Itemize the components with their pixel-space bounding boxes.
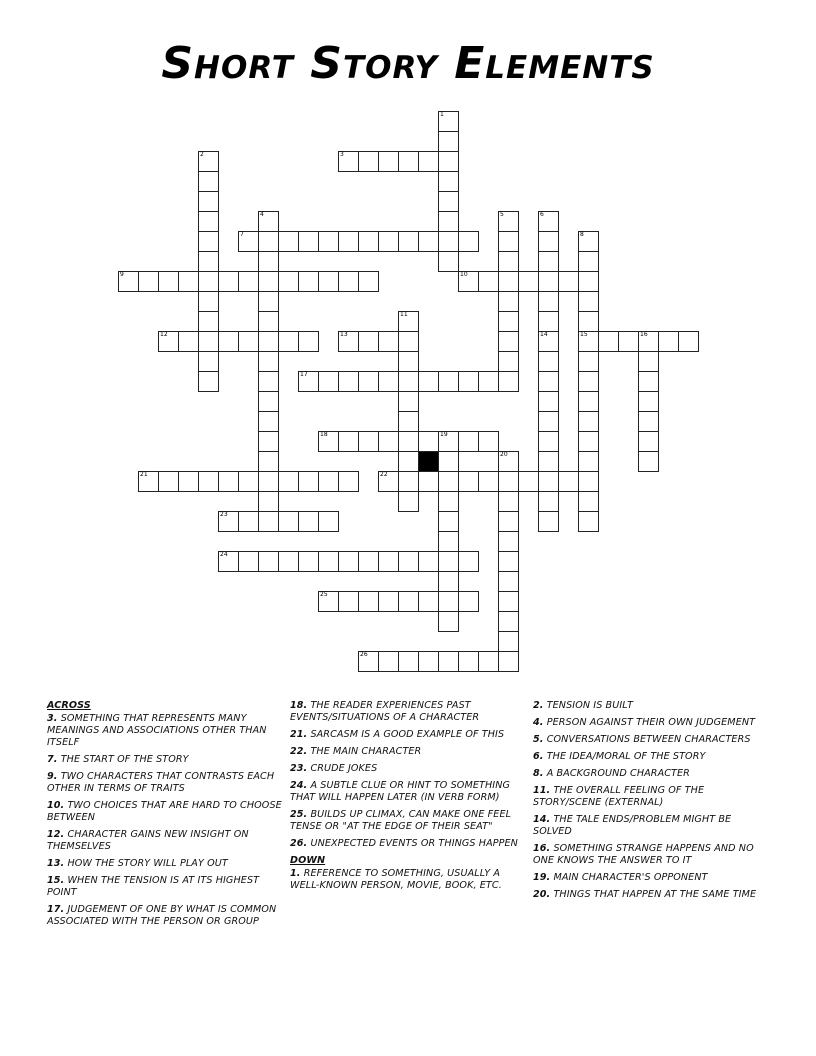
grid-cell[interactable] bbox=[198, 331, 219, 352]
grid-cell[interactable] bbox=[438, 471, 459, 492]
grid-cell[interactable] bbox=[258, 431, 279, 452]
clue-across-25: 25. BUILDS UP CLIMAX, CAN MAKE ONE FEEL TENSE OR "AT THE EDGE OF THEIR SEAT" bbox=[290, 809, 512, 832]
grid-cell[interactable] bbox=[498, 551, 519, 572]
clue-number: 19 bbox=[440, 431, 448, 438]
grid-cell[interactable] bbox=[278, 271, 299, 292]
grid-cell[interactable] bbox=[578, 251, 599, 272]
grid-cell[interactable] bbox=[398, 471, 419, 492]
grid-cell[interactable] bbox=[358, 151, 379, 172]
clue-number: 16 bbox=[640, 331, 648, 338]
grid-cell[interactable] bbox=[538, 491, 559, 512]
grid-cell[interactable] bbox=[258, 391, 279, 412]
clue-number: 15 bbox=[580, 331, 588, 338]
grid-cell[interactable] bbox=[278, 231, 299, 252]
grid-cell[interactable] bbox=[258, 251, 279, 272]
grid-cell[interactable] bbox=[458, 431, 479, 452]
grid-cell[interactable] bbox=[338, 231, 359, 252]
grid-cell[interactable] bbox=[218, 471, 239, 492]
grid-cell[interactable] bbox=[158, 471, 179, 492]
grid-cell[interactable] bbox=[118, 271, 139, 292]
grid-cell[interactable] bbox=[418, 431, 439, 452]
grid-cell[interactable] bbox=[498, 651, 519, 672]
clue-number: 4 bbox=[260, 211, 264, 218]
clue-number: 18 bbox=[320, 431, 328, 438]
grid-cell[interactable] bbox=[358, 271, 379, 292]
grid-cell[interactable] bbox=[578, 411, 599, 432]
grid-cell[interactable] bbox=[438, 531, 459, 552]
grid-cell[interactable] bbox=[478, 271, 499, 292]
grid-cell[interactable] bbox=[338, 331, 359, 352]
grid-cell[interactable] bbox=[538, 351, 559, 372]
grid-cell[interactable] bbox=[438, 511, 459, 532]
grid-cell[interactable] bbox=[578, 511, 599, 532]
grid-cell[interactable] bbox=[378, 551, 399, 572]
grid-cell[interactable] bbox=[578, 331, 599, 352]
grid-cell[interactable] bbox=[398, 151, 419, 172]
grid-cell[interactable] bbox=[458, 471, 479, 492]
clue-number: 12 bbox=[160, 331, 168, 338]
clues-column-2 bbox=[290, 700, 528, 897]
grid-cell[interactable] bbox=[438, 551, 459, 572]
grid-cell[interactable] bbox=[298, 231, 319, 252]
grid-cell[interactable] bbox=[438, 171, 459, 192]
grid-cell[interactable] bbox=[378, 151, 399, 172]
grid-cell[interactable] bbox=[318, 471, 339, 492]
grid-cell[interactable] bbox=[318, 551, 339, 572]
clue-across-22: 22. THE MAIN CHARACTER bbox=[290, 746, 422, 757]
grid-cell[interactable] bbox=[358, 591, 379, 612]
grid-cell[interactable] bbox=[578, 491, 599, 512]
grid-cell[interactable] bbox=[198, 191, 219, 212]
grid-cell[interactable] bbox=[138, 471, 159, 492]
page-title: Short Story Elements bbox=[161, 38, 655, 89]
grid-cell[interactable] bbox=[498, 211, 519, 232]
grid-cell[interactable] bbox=[638, 391, 659, 412]
grid-cell[interactable] bbox=[318, 271, 339, 292]
grid-cell[interactable] bbox=[618, 331, 639, 352]
grid-cell[interactable] bbox=[238, 551, 259, 572]
grid-cell[interactable] bbox=[258, 271, 279, 292]
grid-cell[interactable] bbox=[238, 331, 259, 352]
grid-cell[interactable] bbox=[498, 271, 519, 292]
grid-cell[interactable] bbox=[558, 271, 579, 292]
grid-cell[interactable] bbox=[458, 651, 479, 672]
grid-cell[interactable] bbox=[578, 351, 599, 372]
clues-column-1 bbox=[47, 700, 285, 933]
grid-cell[interactable] bbox=[278, 471, 299, 492]
clue-down-6: 6. THE IDEA/MORAL OF THE STORY bbox=[533, 751, 706, 762]
clue-number: 10 bbox=[460, 271, 468, 278]
grid-cell[interactable] bbox=[498, 471, 519, 492]
grid-cell[interactable] bbox=[178, 471, 199, 492]
clue-number: 8 bbox=[580, 231, 584, 238]
grid-cell[interactable] bbox=[198, 471, 219, 492]
grid-cell[interactable] bbox=[198, 211, 219, 232]
grid-cell[interactable] bbox=[438, 651, 459, 672]
grid-cell[interactable] bbox=[438, 431, 459, 452]
grid-cell[interactable] bbox=[438, 251, 459, 272]
grid-cell[interactable] bbox=[478, 471, 499, 492]
clue-number: 5 bbox=[500, 211, 504, 218]
grid-cell[interactable] bbox=[518, 471, 539, 492]
grid-cell[interactable] bbox=[538, 311, 559, 332]
grid-cell[interactable] bbox=[538, 231, 559, 252]
grid-cell[interactable] bbox=[498, 291, 519, 312]
clue-across-26: 26. UNEXPECTED EVENTS OR THINGS HAPPEN bbox=[290, 838, 518, 849]
grid-cell[interactable] bbox=[438, 611, 459, 632]
grid-cell[interactable] bbox=[438, 151, 459, 172]
grid-cell[interactable] bbox=[378, 231, 399, 252]
grid-cell[interactable] bbox=[338, 551, 359, 572]
grid-cell[interactable] bbox=[438, 231, 459, 252]
clue-across-12: 12. CHARACTER GAINS NEW INSIGHT ON THEMSELVES bbox=[47, 829, 249, 852]
grid-cell[interactable] bbox=[578, 311, 599, 332]
grid-cell[interactable] bbox=[298, 371, 319, 392]
grid-cell[interactable] bbox=[498, 491, 519, 512]
clue-number: 17 bbox=[300, 371, 308, 378]
grid-cell[interactable] bbox=[418, 551, 439, 572]
grid-cell[interactable] bbox=[478, 431, 499, 452]
grid-cell[interactable] bbox=[378, 431, 399, 452]
grid-cell[interactable] bbox=[258, 471, 279, 492]
grid-cell[interactable] bbox=[458, 271, 479, 292]
grid-cell[interactable] bbox=[638, 431, 659, 452]
grid-cell[interactable] bbox=[398, 331, 419, 352]
clues-column-3 bbox=[533, 700, 771, 906]
clue-number: 22 bbox=[380, 471, 388, 478]
grid-cell[interactable] bbox=[538, 411, 559, 432]
grid-cell[interactable] bbox=[378, 471, 399, 492]
clue-across-9: 9. TWO CHARACTERS THAT CONTRASTS EACH OTHER IN TERMS OF TRAITS bbox=[47, 771, 275, 794]
clue-across-15: 15. WHEN THE TENSION IS AT ITS HIGHEST POINT bbox=[47, 875, 260, 898]
grid-cell[interactable] bbox=[298, 471, 319, 492]
clue-number: 7 bbox=[240, 231, 244, 238]
grid-cell[interactable] bbox=[638, 351, 659, 372]
grid-cell[interactable] bbox=[198, 151, 219, 172]
grid-cell[interactable] bbox=[198, 311, 219, 332]
grid-cell[interactable] bbox=[358, 551, 379, 572]
grid-cell[interactable] bbox=[398, 591, 419, 612]
grid-cell[interactable] bbox=[298, 271, 319, 292]
grid-cell[interactable] bbox=[158, 271, 179, 292]
grid-cell[interactable] bbox=[418, 231, 439, 252]
grid-cell[interactable] bbox=[198, 351, 219, 372]
grid-cell[interactable] bbox=[438, 571, 459, 592]
clue-down-14: 14. THE TALE ENDS/PROBLEM MIGHT BE SOLVED bbox=[533, 814, 732, 837]
grid-cell[interactable] bbox=[438, 491, 459, 512]
grid-cell[interactable] bbox=[258, 331, 279, 352]
grid-cell[interactable] bbox=[398, 391, 419, 412]
grid-cell[interactable] bbox=[338, 431, 359, 452]
clue-down-8: 8. A BACKGROUND CHARACTER bbox=[533, 768, 690, 779]
grid-cell[interactable] bbox=[498, 251, 519, 272]
grid-cell[interactable] bbox=[358, 431, 379, 452]
grid-cell[interactable] bbox=[518, 271, 539, 292]
clue-across-24: 24. A SUBTLE CLUE OR HINT TO SOMETHING THAT WILL HAPPEN LATER (IN VERB FORM) bbox=[290, 780, 511, 803]
clue-number: 26 bbox=[360, 651, 368, 658]
grid-cell[interactable] bbox=[318, 431, 339, 452]
black-square bbox=[418, 451, 439, 472]
clue-across-17: 17. JUDGEMENT OF ONE BY WHAT IS COMMON ASSOCIATED WITH THE PERSON OR GROUP bbox=[47, 904, 277, 927]
clue-down-2: 2. TENSION IS BUILT bbox=[533, 700, 634, 711]
grid-cell[interactable] bbox=[438, 211, 459, 232]
grid-cell[interactable] bbox=[578, 431, 599, 452]
grid-cell[interactable] bbox=[358, 231, 379, 252]
grid-cell[interactable] bbox=[478, 651, 499, 672]
grid-cell[interactable] bbox=[458, 371, 479, 392]
grid-cell[interactable] bbox=[438, 451, 459, 472]
grid-cell[interactable] bbox=[258, 291, 279, 312]
grid-cell[interactable] bbox=[198, 371, 219, 392]
grid-cell[interactable] bbox=[498, 451, 519, 472]
grid-cell[interactable] bbox=[178, 331, 199, 352]
grid-cell[interactable] bbox=[438, 111, 459, 132]
across-header: ACROSS bbox=[47, 700, 91, 711]
grid-cell[interactable] bbox=[398, 491, 419, 512]
grid-cell[interactable] bbox=[418, 471, 439, 492]
grid-cell[interactable] bbox=[498, 371, 519, 392]
grid-cell[interactable] bbox=[438, 191, 459, 212]
grid-cell[interactable] bbox=[318, 231, 339, 252]
grid-cell[interactable] bbox=[678, 331, 699, 352]
grid-cell[interactable] bbox=[438, 591, 459, 612]
grid-cell[interactable] bbox=[398, 371, 419, 392]
clue-number: 14 bbox=[540, 331, 548, 338]
grid-cell[interactable] bbox=[278, 511, 299, 532]
clue-number: 25 bbox=[320, 591, 328, 598]
grid-cell[interactable] bbox=[398, 231, 419, 252]
grid-cell[interactable] bbox=[278, 551, 299, 572]
clue-number: 23 bbox=[220, 511, 228, 518]
clue-down-20: 20. THINGS THAT HAPPEN AT THE SAME TIME bbox=[533, 889, 757, 900]
grid-cell[interactable] bbox=[498, 511, 519, 532]
grid-cell[interactable] bbox=[258, 411, 279, 432]
grid-cell[interactable] bbox=[258, 551, 279, 572]
grid-cell[interactable] bbox=[338, 151, 359, 172]
clue-number: 3 bbox=[340, 151, 344, 158]
grid-cell[interactable] bbox=[378, 331, 399, 352]
grid-cell[interactable] bbox=[578, 271, 599, 292]
clue-number: 1 bbox=[440, 111, 444, 118]
grid-cell[interactable] bbox=[198, 291, 219, 312]
grid-cell[interactable] bbox=[638, 451, 659, 472]
grid-cell[interactable] bbox=[578, 291, 599, 312]
grid-cell[interactable] bbox=[498, 331, 519, 352]
grid-cell[interactable] bbox=[438, 131, 459, 152]
grid-cell[interactable] bbox=[238, 231, 259, 252]
grid-cell[interactable] bbox=[298, 331, 319, 352]
clue-number: 20 bbox=[500, 451, 508, 458]
grid-cell[interactable] bbox=[638, 371, 659, 392]
grid-cell[interactable] bbox=[498, 631, 519, 652]
grid-cell[interactable] bbox=[398, 431, 419, 452]
grid-cell[interactable] bbox=[278, 331, 299, 352]
grid-cell[interactable] bbox=[358, 371, 379, 392]
clue-number: 9 bbox=[120, 271, 124, 278]
grid-cell[interactable] bbox=[498, 351, 519, 372]
grid-cell[interactable] bbox=[538, 331, 559, 352]
grid-cell[interactable] bbox=[218, 511, 239, 532]
grid-cell[interactable] bbox=[418, 651, 439, 672]
grid-cell[interactable] bbox=[258, 491, 279, 512]
clue-across-3: 3. SOMETHING THAT REPRESENTS MANY MEANINGS AND ASSOCIATIONS OTHER THAN ITSELF bbox=[47, 713, 267, 748]
grid-cell[interactable] bbox=[218, 271, 239, 292]
clue-down-4: 4. PERSON AGAINST THEIR OWN JUDGEMENT bbox=[533, 717, 756, 728]
grid-cell[interactable] bbox=[498, 231, 519, 252]
grid-cell[interactable] bbox=[578, 231, 599, 252]
grid-cell[interactable] bbox=[238, 511, 259, 532]
grid-cell[interactable] bbox=[498, 571, 519, 592]
grid-cell[interactable] bbox=[538, 251, 559, 272]
grid-cell[interactable] bbox=[418, 371, 439, 392]
grid-cell[interactable] bbox=[258, 211, 279, 232]
grid-cell[interactable] bbox=[398, 651, 419, 672]
grid-cell[interactable] bbox=[398, 311, 419, 332]
grid-cell[interactable] bbox=[578, 471, 599, 492]
grid-cell[interactable] bbox=[318, 371, 339, 392]
grid-cell[interactable] bbox=[658, 331, 679, 352]
grid-cell[interactable] bbox=[538, 471, 559, 492]
grid-cell[interactable] bbox=[498, 611, 519, 632]
clue-across-18: 18. THE READER EXPERIENCES PAST EVENTS/SITUATIONS OF A CHARACTER bbox=[290, 700, 480, 723]
clue-down-1: 1. REFERENCE TO SOMETHING, USUALLY A WELL-KNOWN PERSON, MOVIE, BOOK, ETC. bbox=[290, 868, 502, 891]
grid-cell[interactable] bbox=[258, 371, 279, 392]
grid-cell[interactable] bbox=[378, 651, 399, 672]
grid-cell[interactable] bbox=[538, 271, 559, 292]
grid-cell[interactable] bbox=[258, 231, 279, 252]
grid-cell[interactable] bbox=[418, 151, 439, 172]
grid-cell[interactable] bbox=[358, 651, 379, 672]
grid-cell[interactable] bbox=[298, 511, 319, 532]
clue-number: 6 bbox=[540, 211, 544, 218]
grid-cell[interactable] bbox=[158, 331, 179, 352]
grid-cell[interactable] bbox=[578, 391, 599, 412]
grid-cell[interactable] bbox=[318, 511, 339, 532]
grid-cell[interactable] bbox=[558, 471, 579, 492]
clue-down-5: 5. CONVERSATIONS BETWEEN CHARACTERS bbox=[533, 734, 751, 745]
grid-cell[interactable] bbox=[538, 371, 559, 392]
grid-cell[interactable] bbox=[538, 211, 559, 232]
grid-cell[interactable] bbox=[338, 471, 359, 492]
grid-cell[interactable] bbox=[458, 231, 479, 252]
grid-cell[interactable] bbox=[398, 351, 419, 372]
grid-cell[interactable] bbox=[538, 451, 559, 472]
grid-cell[interactable] bbox=[258, 351, 279, 372]
grid-cell[interactable] bbox=[198, 271, 219, 292]
grid-cell[interactable] bbox=[318, 591, 339, 612]
clue-number: 11 bbox=[400, 311, 408, 318]
grid-cell[interactable] bbox=[258, 311, 279, 332]
grid-cell[interactable] bbox=[458, 591, 479, 612]
clue-number: 21 bbox=[140, 471, 148, 478]
grid-cell[interactable] bbox=[498, 531, 519, 552]
grid-cell[interactable] bbox=[638, 411, 659, 432]
clue-down-16: 16. SOMETHING STRANGE HAPPENS AND NO ONE KNOWS THE ANSWER TO IT bbox=[533, 843, 754, 866]
grid-cell[interactable] bbox=[578, 451, 599, 472]
clue-across-13: 13. HOW THE STORY WILL PLAY OUT bbox=[47, 858, 228, 869]
grid-cell[interactable] bbox=[258, 511, 279, 532]
grid-cell[interactable] bbox=[138, 271, 159, 292]
grid-cell[interactable] bbox=[458, 551, 479, 572]
grid-cell[interactable] bbox=[538, 511, 559, 532]
grid-cell[interactable] bbox=[398, 451, 419, 472]
down-header: DOWN bbox=[290, 855, 326, 866]
grid-cell[interactable] bbox=[398, 411, 419, 432]
grid-cell[interactable] bbox=[378, 371, 399, 392]
grid-cell[interactable] bbox=[198, 231, 219, 252]
grid-cell[interactable] bbox=[598, 331, 619, 352]
grid-cell[interactable] bbox=[418, 591, 439, 612]
grid-cell[interactable] bbox=[218, 551, 239, 572]
grid-cell[interactable] bbox=[338, 371, 359, 392]
grid-cell[interactable] bbox=[438, 371, 459, 392]
grid-cell[interactable] bbox=[258, 451, 279, 472]
grid-cell[interactable] bbox=[398, 551, 419, 572]
clue-number: 24 bbox=[220, 551, 228, 558]
grid-cell[interactable] bbox=[498, 591, 519, 612]
clue-number: 13 bbox=[340, 331, 348, 338]
grid-cell[interactable] bbox=[238, 471, 259, 492]
grid-cell[interactable] bbox=[178, 271, 199, 292]
clue-across-10: 10. TWO CHOICES THAT ARE HARD TO CHOOSE BETWEEN bbox=[47, 800, 282, 823]
grid-cell[interactable] bbox=[538, 391, 559, 412]
clue-number: 2 bbox=[200, 151, 204, 158]
clue-across-7: 7. THE START OF THE STORY bbox=[47, 754, 189, 765]
grid-cell[interactable] bbox=[358, 331, 379, 352]
grid-cell[interactable] bbox=[378, 591, 399, 612]
clue-across-23: 23. CRUDE JOKES bbox=[290, 763, 378, 774]
clue-across-21: 21. SARCASM IS A GOOD EXAMPLE OF THIS bbox=[290, 729, 505, 740]
grid-cell[interactable] bbox=[338, 271, 359, 292]
grid-cell[interactable] bbox=[538, 431, 559, 452]
grid-cell[interactable] bbox=[298, 551, 319, 572]
grid-cell[interactable] bbox=[478, 371, 499, 392]
clue-down-19: 19. MAIN CHARACTER'S OPPONENT bbox=[533, 872, 708, 883]
grid-cell[interactable] bbox=[498, 311, 519, 332]
grid-cell[interactable] bbox=[338, 591, 359, 612]
grid-cell[interactable] bbox=[218, 331, 239, 352]
grid-cell[interactable] bbox=[578, 371, 599, 392]
clue-down-11: 11. THE OVERALL FEELING OF THE STORY/SCENE (EXTERNAL) bbox=[533, 785, 705, 808]
grid-cell[interactable] bbox=[198, 251, 219, 272]
grid-cell[interactable] bbox=[238, 271, 259, 292]
grid-cell[interactable] bbox=[538, 291, 559, 312]
grid-cell[interactable] bbox=[198, 171, 219, 192]
grid-cell[interactable] bbox=[638, 331, 659, 352]
